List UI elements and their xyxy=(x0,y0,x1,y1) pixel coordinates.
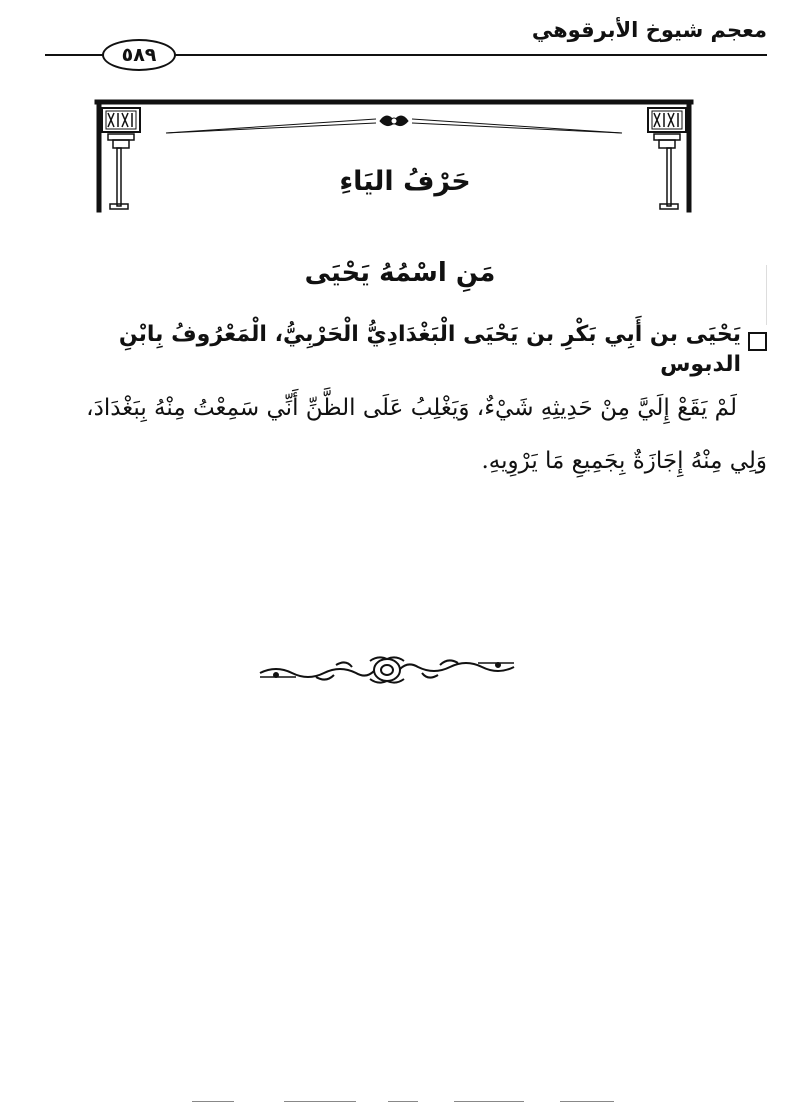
entry-text-line-2: وَلِي مِنْهُ إِجَازَةٌ بِجَمِيعِ مَا يَرْوِيهِ. xyxy=(481,448,767,474)
footer-line xyxy=(388,1101,418,1102)
footer-line xyxy=(192,1101,234,1102)
entry-heading: يَحْيَى بن أَبِي بَكْرِ بن يَحْيَى الْبَغْدَادِيُّ الْحَرْبِيُّ، الْمَعْرُوفُ بِابْنِ الدبوس xyxy=(118,322,741,377)
closing-ornament xyxy=(256,653,518,687)
running-header-title: معجم شيوخ الأبرقوهي xyxy=(531,18,767,42)
footer-line xyxy=(560,1101,614,1102)
page-number: ٥٨٩ xyxy=(102,39,176,71)
section-title: مَنِ اسْمُهُ يَحْيَى xyxy=(304,258,496,288)
footer-line xyxy=(284,1101,356,1102)
entry-text-line-1: لَمْ يَقَعْ إِلَيَّ مِنْ حَدِيثِهِ شَيْءٌ، وَيَغْلِبُ عَلَى الظَّنِّ أَنِّي سَمِعْتُ مِنْهُ بِبَغْدَادَ، xyxy=(86,395,737,421)
chapter-title: حَرْفُ اليَاءِ xyxy=(339,166,471,197)
footer-line xyxy=(454,1101,524,1102)
entry-bullet-box xyxy=(748,332,767,351)
margin-mark xyxy=(766,265,767,325)
